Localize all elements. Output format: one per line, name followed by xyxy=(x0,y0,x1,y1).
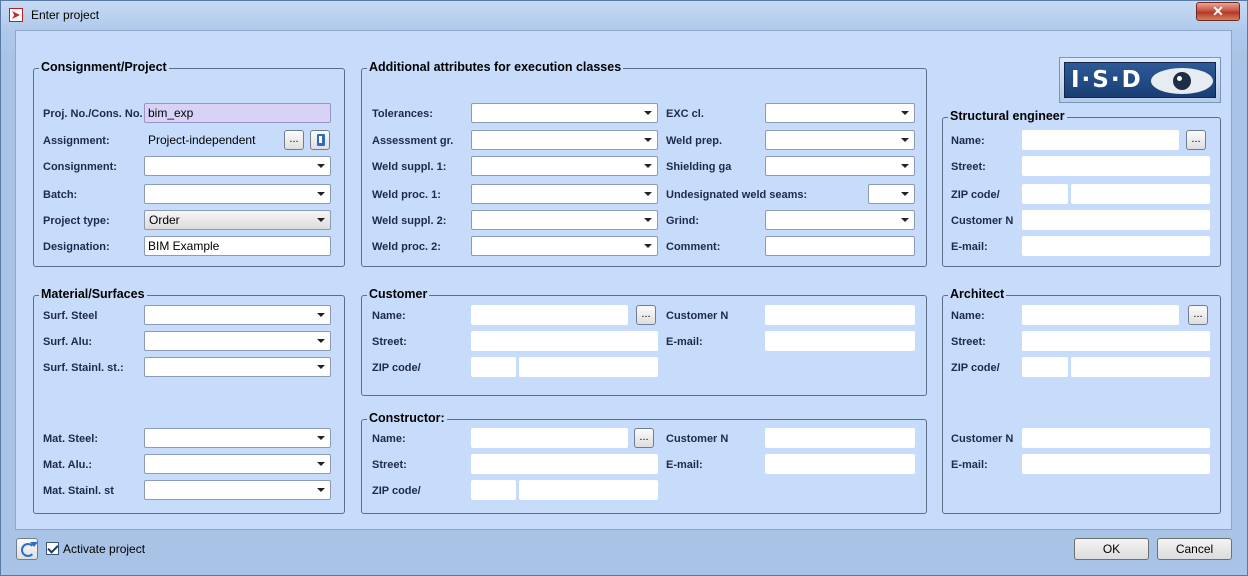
close-button[interactable]: ✕ xyxy=(1196,2,1240,21)
architect-city-input[interactable] xyxy=(1071,357,1210,377)
tolerances-select[interactable] xyxy=(471,103,658,123)
book-icon xyxy=(317,134,325,146)
constructor-name-label: Name: xyxy=(372,433,406,445)
chevron-down-icon xyxy=(901,164,909,168)
customer-customer-no-input[interactable] xyxy=(765,305,915,325)
material-surfaces-group xyxy=(33,287,345,514)
weld-proc-2-select[interactable] xyxy=(471,236,658,256)
grind-label: Grind: xyxy=(666,215,699,227)
architect-email-input[interactable] xyxy=(1022,454,1210,474)
designation-label: Designation: xyxy=(43,241,110,253)
assignment-value: Project-independent xyxy=(148,133,256,147)
structural-street-input[interactable] xyxy=(1022,156,1210,176)
proj-no-input[interactable]: bim_exp xyxy=(144,103,331,123)
cancel-button[interactable]: Cancel xyxy=(1157,538,1232,560)
structural-email-label: E-mail: xyxy=(951,241,988,253)
weld-suppl-1-label: Weld suppl. 1: xyxy=(372,161,447,173)
chevron-down-icon xyxy=(317,365,325,369)
structural-street-label: Street: xyxy=(951,161,986,173)
chevron-down-icon xyxy=(901,218,909,222)
assignment-book-button[interactable] xyxy=(310,130,330,150)
chevron-down-icon xyxy=(901,192,909,196)
assignment-browse-button[interactable]: ... xyxy=(284,130,304,150)
weld-proc-1-select[interactable] xyxy=(471,184,658,204)
customer-customer-no-label: Customer N xyxy=(666,310,729,322)
constructor-customer-no-input[interactable] xyxy=(765,428,915,448)
constructor-city-input[interactable] xyxy=(519,480,658,500)
architect-name-input[interactable] xyxy=(1022,305,1179,325)
surf-stainless-select[interactable] xyxy=(144,357,331,377)
grind-select[interactable] xyxy=(765,210,915,230)
weld-prep-label: Weld prep. xyxy=(666,135,723,147)
customer-zip-label: ZIP code/ xyxy=(372,362,421,374)
isd-logo-text: I·S·D xyxy=(1071,67,1143,93)
tolerances-label: Tolerances: xyxy=(372,108,433,120)
architect-zip-input[interactable] xyxy=(1022,357,1068,377)
assessment-gr-label: Assessment gr. xyxy=(372,135,454,147)
customer-street-input[interactable] xyxy=(471,331,658,351)
chevron-down-icon xyxy=(644,111,652,115)
undesignated-weld-seams-label: Undesignated weld seams: xyxy=(666,189,808,201)
mat-stainless-label: Mat. Stainl. st xyxy=(43,485,114,497)
architect-group xyxy=(942,287,1221,514)
architect-legend: Architect xyxy=(950,287,1005,301)
chevron-down-icon xyxy=(644,218,652,222)
structural-browse-button[interactable]: ... xyxy=(1186,130,1206,150)
refresh-button[interactable] xyxy=(16,538,38,560)
dialog-client-area xyxy=(15,30,1232,530)
consignment-project-group xyxy=(33,60,345,267)
architect-email-label: E-mail: xyxy=(951,459,988,471)
weld-suppl-2-label: Weld suppl. 2: xyxy=(372,215,447,227)
proj-no-label: Proj. No./Cons. No. xyxy=(43,108,143,120)
customer-street-label: Street: xyxy=(372,336,407,348)
constructor-email-label: E-mail: xyxy=(666,459,703,471)
eye-pupil xyxy=(1173,72,1191,90)
batch-select[interactable] xyxy=(144,184,331,204)
chevron-down-icon xyxy=(317,339,325,343)
architect-street-input[interactable] xyxy=(1022,331,1210,351)
shielding-gas-select[interactable] xyxy=(765,156,915,176)
isd-logo-panel xyxy=(1064,62,1216,98)
title-bar xyxy=(1,1,1247,31)
structural-zip-label: ZIP code/ xyxy=(951,189,1000,201)
customer-zip-input[interactable] xyxy=(471,357,516,377)
architect-zip-label: ZIP code/ xyxy=(951,362,1000,374)
undesignated-weld-seams-select[interactable] xyxy=(868,184,915,204)
constructor-legend: Constructor: xyxy=(369,411,445,425)
assignment-label: Assignment: xyxy=(43,135,110,147)
constructor-email-input[interactable] xyxy=(765,454,915,474)
customer-email-label: E-mail: xyxy=(666,336,703,348)
customer-name-label: Name: xyxy=(372,310,406,322)
customer-legend: Customer xyxy=(369,287,428,301)
surf-alu-select[interactable] xyxy=(144,331,331,351)
comment-label: Comment: xyxy=(666,241,721,253)
customer-name-input[interactable] xyxy=(471,305,628,325)
architect-name-label: Name: xyxy=(951,310,985,322)
architect-street-label: Street: xyxy=(951,336,986,348)
chevron-down-icon xyxy=(317,313,325,317)
architect-customer-no-label: Customer N xyxy=(951,433,1014,445)
surf-steel-select[interactable] xyxy=(144,305,331,325)
assessment-gr-select[interactable] xyxy=(471,130,658,150)
mat-alu-label: Mat. Alu.: xyxy=(43,459,93,471)
structural-engineer-group xyxy=(942,109,1221,267)
constructor-browse-button[interactable]: ... xyxy=(634,428,654,448)
structural-customer-label: Customer N xyxy=(951,215,1014,227)
customer-browse-button[interactable]: ... xyxy=(636,305,656,325)
surf-stainless-label: Surf. Stainl. st.: xyxy=(43,362,124,374)
constructor-street-input[interactable] xyxy=(471,454,658,474)
customer-email-input[interactable] xyxy=(765,331,915,351)
exc-cl-select[interactable] xyxy=(765,103,915,123)
ok-button[interactable]: OK xyxy=(1074,538,1149,560)
weld-suppl-2-select[interactable] xyxy=(471,210,658,230)
additional-attributes-legend: Additional attributes for execution classes xyxy=(369,60,622,74)
structural-email-input[interactable] xyxy=(1022,236,1210,256)
app-icon xyxy=(9,8,23,22)
customer-city-input[interactable] xyxy=(519,357,658,377)
batch-label: Batch: xyxy=(43,189,78,201)
exc-cl-label: EXC cl. xyxy=(666,108,704,120)
structural-engineer-legend: Structural engineer xyxy=(950,109,1065,123)
constructor-name-input[interactable] xyxy=(471,428,628,448)
project-type-value: Order xyxy=(149,213,180,227)
constructor-customer-no-label: Customer N xyxy=(666,433,729,445)
mat-steel-select[interactable] xyxy=(144,428,331,448)
shielding-gas-label: Shielding ga xyxy=(666,161,732,173)
chevron-down-icon xyxy=(644,164,652,168)
surf-alu-label: Surf. Alu: xyxy=(43,336,93,348)
structural-zip-input[interactable] xyxy=(1022,184,1068,204)
chevron-down-icon xyxy=(317,192,325,196)
weld-prep-select[interactable] xyxy=(765,130,915,150)
consignment-project-legend: Consignment/Project xyxy=(41,60,167,74)
chevron-down-icon xyxy=(317,436,325,440)
architect-browse-button[interactable]: ... xyxy=(1188,305,1208,325)
surf-steel-label: Surf. Steel xyxy=(43,310,98,322)
consignment-select[interactable] xyxy=(144,156,331,176)
weld-proc-2-label: Weld proc. 2: xyxy=(372,241,441,253)
chevron-down-icon xyxy=(901,111,909,115)
activate-project-label: Activate project xyxy=(63,542,146,556)
constructor-zip-label: ZIP code/ xyxy=(372,485,421,497)
window-title: Enter project xyxy=(31,8,100,22)
chevron-down-icon xyxy=(317,462,325,466)
comment-input[interactable] xyxy=(765,236,915,256)
weld-suppl-1-select[interactable] xyxy=(471,156,658,176)
mat-alu-select[interactable] xyxy=(144,454,331,474)
constructor-zip-input[interactable] xyxy=(471,480,516,500)
constructor-street-label: Street: xyxy=(372,459,407,471)
additional-attributes-group xyxy=(361,60,927,267)
customer-group xyxy=(361,287,927,396)
weld-proc-1-label: Weld proc. 1: xyxy=(372,189,441,201)
constructor-group xyxy=(361,411,927,514)
project-type-select[interactable] xyxy=(144,210,331,230)
architect-customer-no-input[interactable] xyxy=(1022,428,1210,448)
designation-input[interactable]: BIM Example xyxy=(144,236,331,256)
chevron-down-icon xyxy=(317,218,325,222)
structural-name-input[interactable] xyxy=(1022,130,1179,150)
isd-logo xyxy=(1059,57,1221,103)
chevron-down-icon xyxy=(644,244,652,248)
mat-stainless-select[interactable] xyxy=(144,480,331,500)
structural-city-input[interactable] xyxy=(1071,184,1210,204)
chevron-down-icon xyxy=(317,164,325,168)
eye-icon xyxy=(1151,68,1213,94)
activate-project-checkbox[interactable] xyxy=(46,542,59,555)
mat-steel-label: Mat. Steel: xyxy=(43,433,99,445)
chevron-down-icon xyxy=(317,488,325,492)
project-type-label: Project type: xyxy=(43,215,110,227)
consignment-label: Consignment: xyxy=(43,161,117,173)
chevron-down-icon xyxy=(901,138,909,142)
structural-name-label: Name: xyxy=(951,135,985,147)
structural-customer-input[interactable] xyxy=(1022,210,1210,230)
material-surfaces-legend: Material/Surfaces xyxy=(41,287,145,301)
chevron-down-icon xyxy=(644,138,652,142)
chevron-down-icon xyxy=(644,192,652,196)
